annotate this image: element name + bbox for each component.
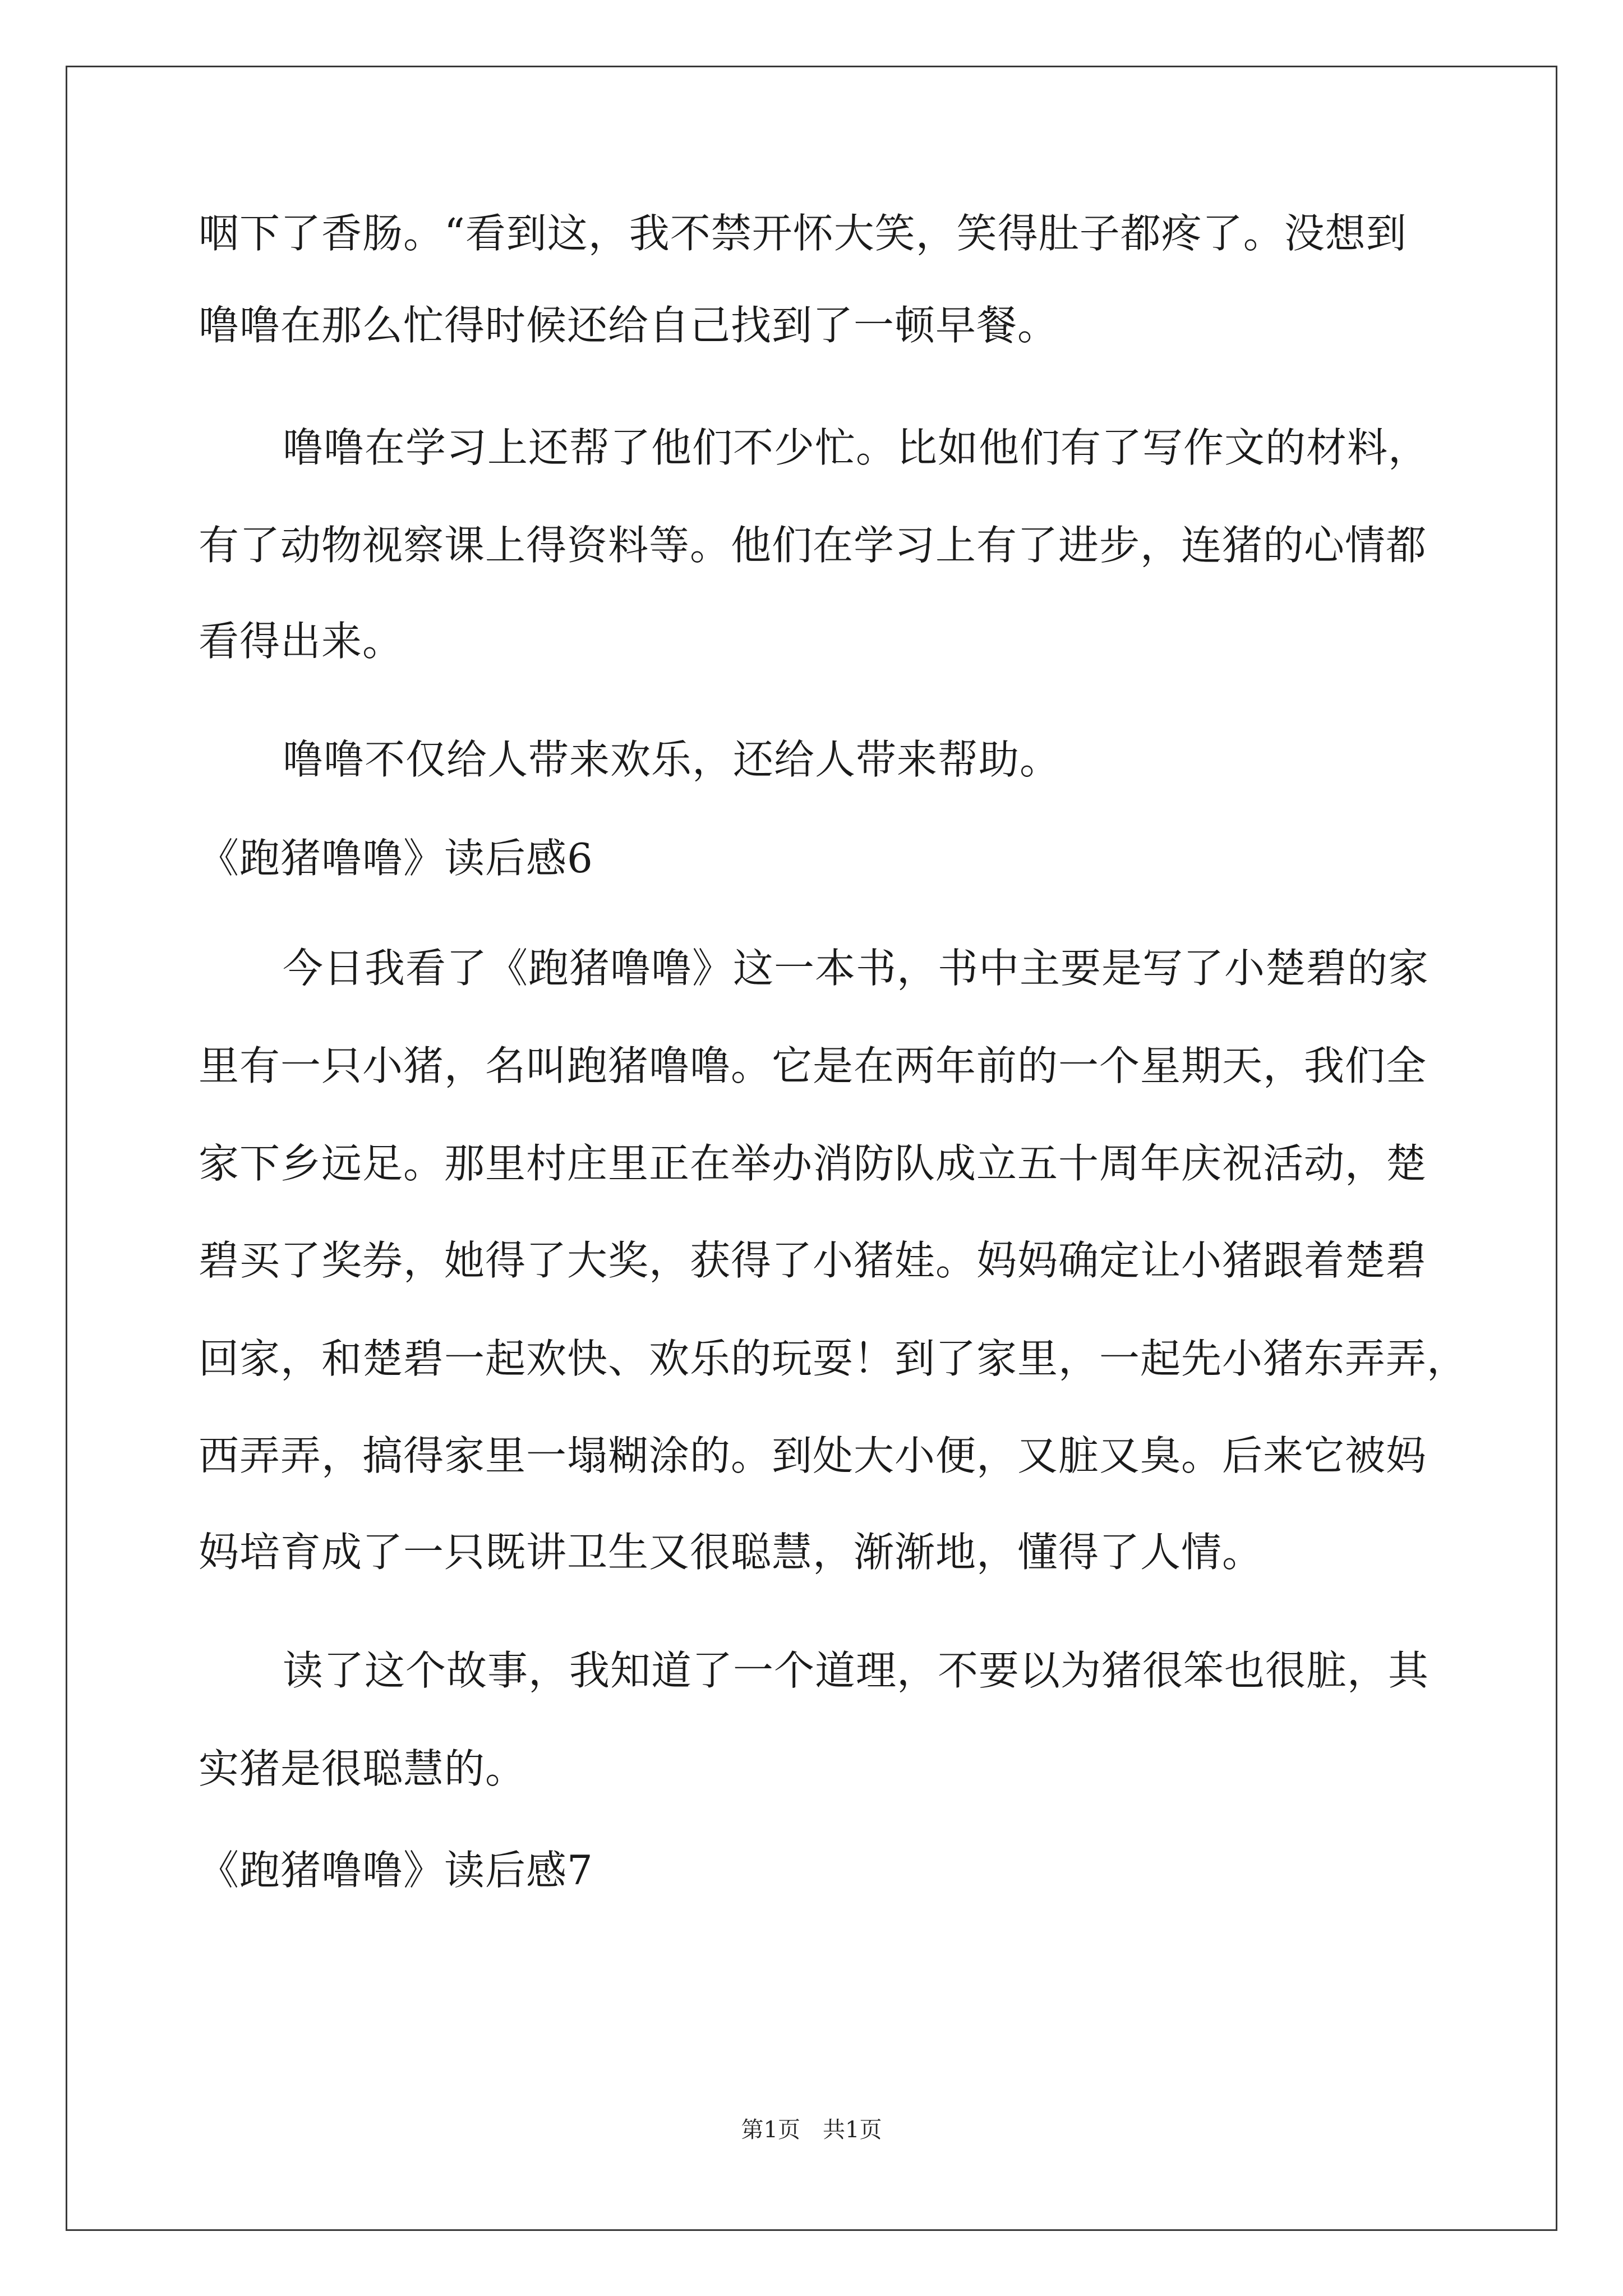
- paragraph-line: 噜噜在那么忙得时候还给自己找到了一顿早餐。: [199, 302, 1059, 349]
- paragraph-line: 有了动物视察课上得资料等。他们在学习上有了进步，连猪的心情都: [199, 522, 1427, 569]
- paragraph-line: 家下乡远足。那里村庄里正在举办消防队成立五十周年庆祝活动，楚: [199, 1140, 1427, 1187]
- paragraph-line: 实猪是很聪慧的。: [199, 1745, 527, 1792]
- paragraph-line: 噜噜在学习上还帮了他们不少忙。比如他们有了写作文的材料，: [283, 424, 1430, 471]
- paragraph-line: 西弄弄，搞得家里一塌糊涂的。到处大小便，又脏又臭。后来它被妈: [199, 1432, 1427, 1479]
- section-heading: 《跑猪噜噜》读后感6: [199, 835, 593, 882]
- paragraph-line: 碧买了奖券，她得了大奖，获得了小猪娃。妈妈确定让小猪跟着楚碧: [199, 1237, 1427, 1284]
- paragraph-line: 里有一只小猪，名叫跑猪噜噜。它是在两年前的一个星期天，我们全: [199, 1042, 1427, 1089]
- paragraph-line: 咽下了香肠。“看到这，我不禁开怀大笑，笑得肚子都疼了。没想到: [199, 210, 1407, 257]
- paragraph-line: 噜噜不仅给人带来欢乐，还给人带来帮助。: [283, 736, 1061, 783]
- page-number-footer: 第1页 共1页: [741, 2117, 882, 2143]
- paragraph-line: 今日我看了《跑猪噜噜》这一本书，书中主要是写了小楚碧的家: [283, 945, 1430, 992]
- section-heading: 《跑猪噜噜》读后感7: [199, 1847, 593, 1894]
- paragraph-line: 看得出来。: [199, 618, 404, 665]
- paragraph-line: 回家，和楚碧一起欢快、欢乐的玩耍！到了家里，一起先小猪东弄弄，: [199, 1335, 1468, 1382]
- paragraph-line: 读了这个故事，我知道了一个道理，不要以为猪很笨也很脏，其: [283, 1647, 1430, 1694]
- paragraph-line: 妈培育成了一只既讲卫生又很聪慧，渐渐地，懂得了人情。: [199, 1529, 1264, 1576]
